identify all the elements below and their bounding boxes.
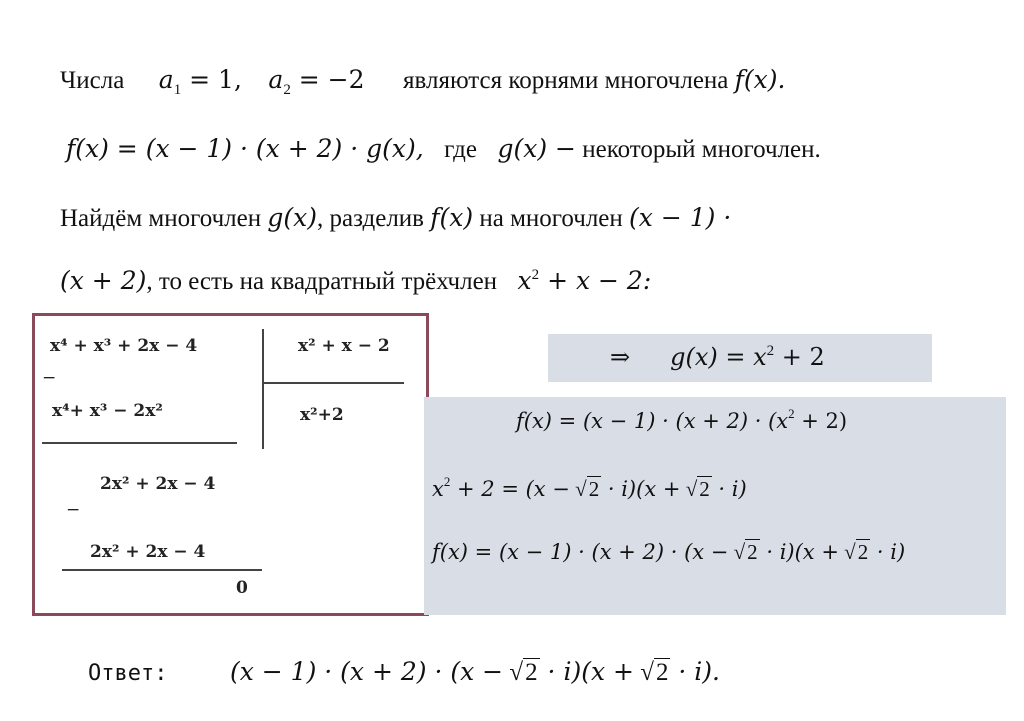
- sqrt-symbol-4: √2: [844, 540, 869, 564]
- g-result-exp: 2: [766, 343, 775, 359]
- roots-text: являются корнями многочлена: [403, 67, 729, 94]
- polynomial-note: некоторый многочлен.: [582, 136, 821, 163]
- factor-line-1-left: f(x) = (x − 1) · (x + 2) · (x: [516, 409, 789, 433]
- find-line-2: [60, 259, 651, 298]
- final-remainder: 0: [236, 578, 248, 598]
- find-fx: f(x): [430, 203, 474, 232]
- division-underline-2: [62, 569, 262, 571]
- find-divisor-part2: (x + 2): [60, 266, 147, 295]
- division-underline-1: [42, 442, 237, 444]
- trinomial-base: x: [517, 266, 532, 295]
- g-result-box: [548, 334, 932, 382]
- a2-subscript: 2: [283, 82, 291, 98]
- dividend: x⁴ + x³ + 2x − 4: [50, 336, 198, 356]
- sqrt-symbol-1: √2: [575, 477, 600, 501]
- factor-line-1-right: + 2): [794, 409, 848, 433]
- factor-line-2-i2: · i): [711, 477, 747, 501]
- factorization-formula: f(x) = (x − 1) · (x + 2) · g(x),: [66, 134, 424, 163]
- divisor: x² + x − 2: [298, 336, 390, 356]
- factor-line-2-base: x: [432, 477, 444, 501]
- answer-right: · i).: [670, 657, 720, 686]
- division-vertical-bar: [262, 329, 264, 449]
- where-word: где: [444, 136, 477, 163]
- find-gx: g(x): [267, 203, 317, 232]
- factor-line-1-exp: 2: [788, 406, 795, 421]
- answer-label: Ответ:: [88, 661, 168, 686]
- g-result-line: [610, 343, 825, 372]
- find-text-4: , то есть на квадратный трёхчлен: [146, 268, 498, 295]
- minus-sign-2: −: [66, 500, 81, 520]
- a2-value: = −2: [290, 65, 365, 94]
- factor-line-2: [432, 474, 747, 502]
- a1-symbol: a: [158, 65, 174, 94]
- answer-sqrt-1: √2: [509, 659, 538, 686]
- answer-left: (x − 1) · (x + 2) · (x −: [229, 657, 504, 686]
- factor-line-1: [516, 406, 847, 434]
- factor-line-3-i1: · i)(x +: [759, 540, 839, 564]
- answer-mid: · i)(x +: [539, 657, 634, 686]
- sqrt-symbol-3: √2: [733, 540, 758, 564]
- answer-line: [88, 656, 720, 690]
- trinomial-rest: + x − 2:: [539, 266, 652, 295]
- trinomial-exponent: 2: [531, 267, 540, 283]
- intro-line: [60, 64, 785, 106]
- implies-arrow: ⇒: [610, 343, 631, 371]
- gx-symbol: g(x) −: [497, 134, 576, 163]
- find-text-2: , разделив: [316, 205, 424, 232]
- answer-sqrt-2: √2: [640, 659, 669, 686]
- factor-line-2-mid: + 2 = (x −: [450, 477, 570, 501]
- sqrt-symbol-2: √2: [685, 477, 710, 501]
- a1-value: = 1,: [181, 65, 242, 94]
- factor-line-2-i1: · i)(x +: [601, 477, 681, 501]
- find-text-3: на многочлен: [479, 205, 623, 232]
- factor-line-3-left: f(x) = (x − 1) · (x + 2) · (x −: [432, 540, 729, 564]
- find-text-1: Найдём многочлен: [60, 205, 262, 232]
- divisor-underline: [262, 382, 404, 384]
- factor-line-3: [432, 540, 905, 565]
- factorization-line: [66, 133, 821, 166]
- quotient: x²+2: [300, 405, 344, 425]
- subtract-line-2: 2x² + 2x − 4: [90, 542, 206, 562]
- factor-line-2-exp: 2: [443, 474, 451, 489]
- find-line-1: [60, 202, 731, 235]
- g-result-right: + 2: [774, 343, 825, 371]
- find-divisor-part1: (x − 1) ·: [629, 203, 732, 232]
- fx-symbol: f(x).: [734, 65, 786, 94]
- division-box: [32, 313, 429, 616]
- remainder-1: 2x² + 2x − 4: [100, 474, 216, 494]
- minus-sign-1: −: [42, 368, 57, 388]
- a2-symbol: a: [268, 65, 284, 94]
- factor-box: [424, 397, 1006, 615]
- subtract-line-1: x⁴+ x³ − 2x²: [52, 401, 163, 421]
- a1-subscript: 1: [173, 82, 182, 98]
- g-result-left: g(x) = x: [670, 343, 767, 371]
- factor-line-3-i2: · i): [870, 540, 906, 564]
- intro-text: Числа: [60, 67, 125, 94]
